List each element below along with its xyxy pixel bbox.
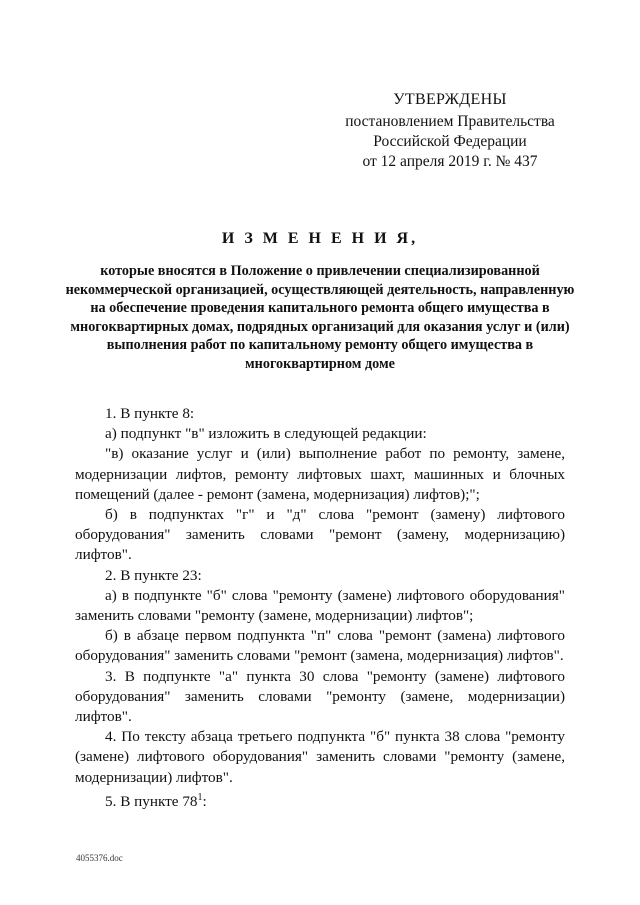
paragraph-10 [75,788,565,812]
paragraph-8: 3. В подпункте "а" пункта 30 слова "ремонту (замене) лифтового оборудования" заменить словами "ремонту (замене, модернизации) лифтов". [75,667,565,726]
document-title: И З М Е Н Е Н И Я, [221,230,419,247]
paragraph-5: 2. В пункте 23: [105,566,202,584]
paragraph-7: б) в абзаце первом подпункта "п" слова "ремонт (замена) лифтового оборудования" заменить словами "ремонт (замена, модернизация) лифтов". [75,627,565,665]
paragraph-6: а) в подпункте "б" слова "ремонту (замене) лифтового оборудования" заменить словами "ремонту (замене, модернизации) лифтов"; [75,586,565,625]
document-body [75,404,565,812]
document-id-footer: 4055376.doc [76,853,123,863]
approval-stamp: УТВЕРЖДЕНЫ [393,91,507,108]
paragraph-2: а) подпункт "в" изложить в следующей редакции: [105,425,427,443]
approval-line-1: постановлением Правительства [345,113,555,130]
paragraph-10-superscript: 1 [197,791,203,803]
paragraph-1: 1. В пункте 8: [105,405,195,422]
paragraph-10-end: : [202,792,207,810]
approval-line-2: Российской Федерации [373,133,527,150]
document-subtitle: которые вносятся в Положение о привлечении специализированной некоммерческой организацией, осуществляющей деятельность, направленную на обеспечение проведения капитального ремонта общего имущества в многоквартирных домах, подрядных организаций для оказания услуг и (или) выполнения работ по капитальному ремонту общего имущества в многоквартирном доме [65,263,575,372]
approval-block [300,90,600,172]
paragraph-10-text: 5. В пункте 78 [105,792,198,810]
paragraph-9: 4. По тексту абзаца третьего подпункта "б" пункта 38 слова "ремонту (замене) лифтового оборудования" заменить словами "ремонту (замене, модернизации) лифтов". [75,728,565,786]
paragraph-4: б) в подпунктах "г" и "д" слова "ремонт (замену) лифтового оборудования" заменить словами "ремонт (замену, модернизацию) лифтов". [75,506,565,564]
approval-line-3: от 12 апреля 2019 г. № 437 [362,153,538,170]
paragraph-3: "в) оказание услуг и (или) выполнение работ по ремонту, замене, модернизации лифтов, ремонту лифтовых шахт, машинных и блочных помещений (далее - ремонт (замена, модернизация) лифтов);"; [75,445,565,503]
